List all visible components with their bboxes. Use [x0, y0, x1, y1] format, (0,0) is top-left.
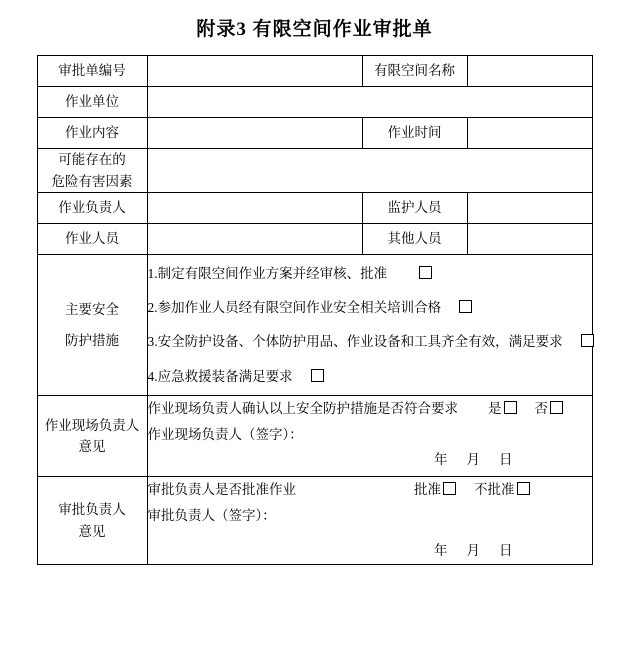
- permit-form-table: [37, 55, 593, 565]
- approver-approve-checkbox[interactable]: [443, 482, 456, 495]
- site-leader-day-label: 日: [499, 452, 514, 468]
- approver-reject-checkbox[interactable]: [517, 482, 530, 495]
- table-row: [37, 477, 592, 565]
- hazard-label-line1: 可能存在的: [58, 152, 126, 167]
- site-leader-opinion: [147, 396, 592, 477]
- table-row: [37, 255, 592, 396]
- approver-approve-label: 批准: [414, 482, 441, 498]
- hazard-label: [37, 149, 147, 193]
- measure-item-4: [148, 364, 592, 390]
- approver-label: [37, 477, 147, 565]
- supervisor-label: 监护人员: [362, 193, 467, 224]
- table-row: [37, 149, 592, 193]
- permit-no-value[interactable]: [147, 56, 362, 87]
- hazard-label-line2: 危险有害因素: [51, 173, 133, 189]
- table-row: [37, 87, 592, 118]
- site-leader-signature-row[interactable]: [148, 422, 592, 448]
- site-leader-label-line1: 作业现场负责人: [44, 417, 140, 433]
- approver-day-label: 日: [499, 543, 514, 559]
- measures-label-line1: 主要安全: [65, 301, 119, 317]
- approver-signature-row[interactable]: [148, 503, 592, 529]
- site-leader-year-label: 年: [434, 452, 449, 468]
- work-time-label: 作业时间: [362, 118, 467, 149]
- supervisor-value[interactable]: [467, 193, 592, 224]
- workers-value[interactable]: [147, 224, 362, 255]
- page-title: 附录3 有限空间作业审批单: [196, 19, 433, 40]
- approver-label-line2: 意见: [78, 523, 106, 539]
- approver-opinion: [147, 477, 592, 565]
- measure-item-2-text: 2.参加作业人员经有限空间作业安全相关培训合格: [147, 299, 442, 315]
- work-leader-label: 作业负责人: [37, 193, 147, 224]
- approver-label-line1: 审批负责人: [58, 502, 126, 518]
- approver-question-row: [148, 477, 592, 503]
- measures-label-line2: 防护措施: [65, 333, 119, 349]
- measure-item-4-checkbox[interactable]: [311, 369, 324, 382]
- others-value[interactable]: [467, 224, 592, 255]
- others-label: 其他人员: [362, 224, 467, 255]
- space-name-value[interactable]: [467, 56, 592, 87]
- site-leader-signature-text: 作业现场负责人（签字）：: [147, 426, 303, 442]
- measure-item-2-checkbox[interactable]: [459, 300, 472, 313]
- table-row: [37, 224, 592, 255]
- work-content-value[interactable]: [147, 118, 362, 149]
- table-row: [37, 193, 592, 224]
- measure-item-3-checkbox[interactable]: [581, 334, 594, 347]
- table-row: [37, 118, 592, 149]
- measures-list: [147, 255, 592, 396]
- site-leader-label: [37, 396, 147, 477]
- work-leader-value[interactable]: [147, 193, 362, 224]
- measure-item-3-text: 3.安全防护设备、个体防护用品、作业设备和工具齐全有效，满足要求: [147, 334, 563, 350]
- space-name-label: 有限空间名称: [362, 56, 467, 87]
- site-leader-confirm-row: [148, 396, 592, 422]
- table-row: [37, 396, 592, 477]
- measure-item-4-text: 4.应急救援装备满足要求: [147, 368, 293, 384]
- measure-item-1: [148, 261, 592, 287]
- site-leader-date-row[interactable]: [148, 447, 592, 473]
- measure-item-2: [148, 295, 592, 321]
- site-leader-no-checkbox[interactable]: [550, 401, 563, 414]
- approver-question-text: 审批负责人是否批准作业: [147, 482, 296, 498]
- approver-reject-label: 不批准: [474, 482, 515, 498]
- site-leader-confirm-text: 作业现场负责人确认以上安全防护措施是否符合要求: [147, 401, 458, 417]
- work-unit-label: 作业单位: [37, 87, 147, 118]
- measure-item-1-checkbox[interactable]: [419, 266, 432, 279]
- permit-no-label: 审批单编号: [37, 56, 147, 87]
- work-unit-value[interactable]: [147, 87, 592, 118]
- site-leader-yes-checkbox[interactable]: [504, 401, 517, 414]
- table-row: [37, 56, 592, 87]
- workers-label: 作业人员: [37, 224, 147, 255]
- hazard-value[interactable]: [147, 149, 592, 193]
- site-leader-yes-label: 是: [488, 401, 502, 417]
- approver-date-row[interactable]: [148, 538, 592, 564]
- approver-month-label: 月: [466, 543, 481, 559]
- site-leader-no-label: 否: [534, 401, 548, 417]
- measure-item-1-text: 1.制定有限空间作业方案并经审核、批准: [147, 265, 388, 281]
- approver-signature-text: 审批负责人（签字）：: [147, 507, 276, 523]
- work-time-value[interactable]: [467, 118, 592, 149]
- site-leader-label-line2: 意见: [78, 439, 106, 455]
- site-leader-month-label: 月: [466, 452, 481, 468]
- work-content-label: 作业内容: [37, 118, 147, 149]
- measure-item-3: [148, 329, 592, 355]
- approver-year-label: 年: [434, 543, 449, 559]
- measures-label: [37, 255, 147, 396]
